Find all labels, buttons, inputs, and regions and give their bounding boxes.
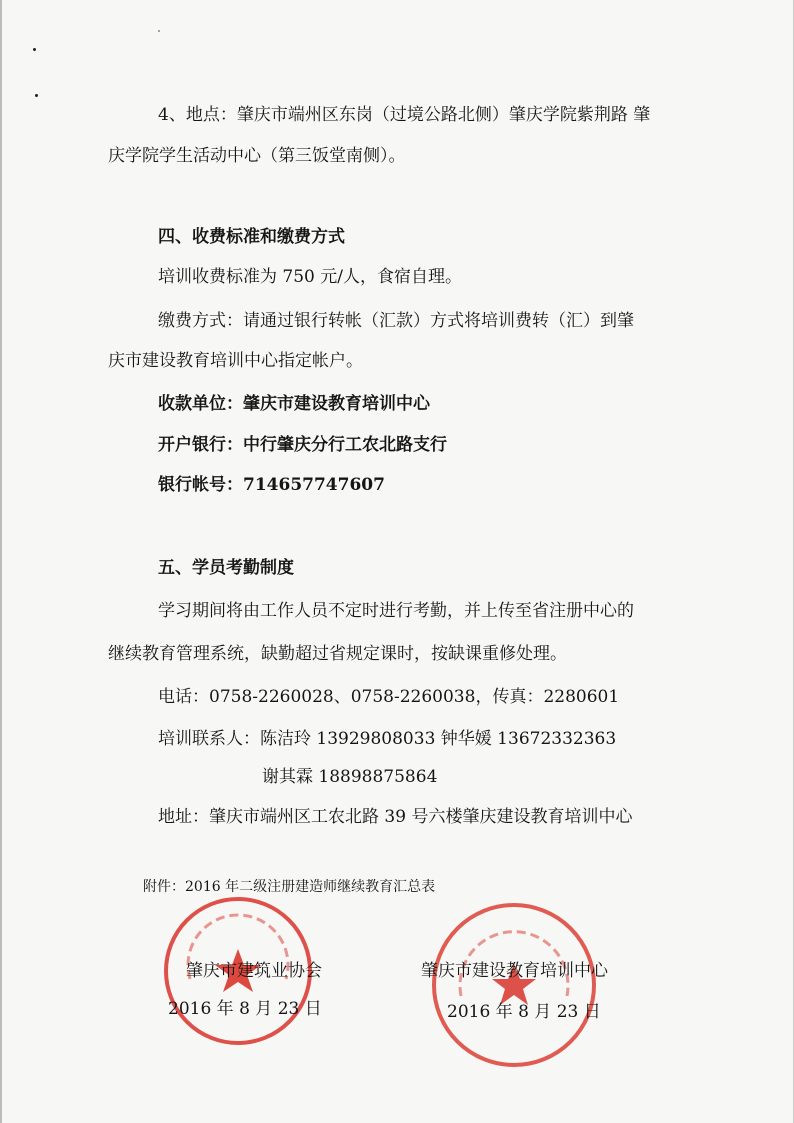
location-line: 4、地点：肇庆市端州区东岗（过境公路北侧）肇庆学院紫荆路 肇 [158, 105, 651, 125]
phone-fax: 电话：0758-2260028、0758-2260038，传真：2280601 [158, 687, 620, 707]
bank: 开户银行：中行肇庆分行工农北路支行 [158, 435, 447, 455]
scan-left-edge [0, 0, 2, 1123]
scan-speck [35, 94, 38, 97]
payee: 收款单位：肇庆市建设教育培训中心 [158, 394, 430, 414]
scan-speck [158, 30, 160, 32]
location-line-continued: 庆学院学生活动中心（第三饭堂南侧）。 [108, 146, 406, 166]
contacts-continued: 谢其霖 18898875864 [262, 767, 438, 787]
stamp-right [429, 900, 599, 1070]
address: 地址：肇庆市端州区工农北路 39 号六楼肇庆建设教育培训中心 [158, 807, 633, 827]
bank-account: 银行帐号：714657747607 [158, 475, 385, 495]
contacts: 培训联系人：陈洁玲 13929808033 钟华媛 13672332363 [158, 729, 617, 749]
attachment-note: 附件：2016 年二级注册建造师继续教育汇总表 [143, 879, 436, 895]
scan-speck [33, 48, 36, 51]
payment-method: 缴费方式：请通过银行转帐（汇款）方式将培训费转（汇）到肇 [158, 311, 634, 331]
signature-right-org: 肇庆市建设教育培训中心 [421, 961, 608, 981]
fee-standard: 培训收费标准为 750 元/人，食宿自理。 [158, 267, 462, 287]
signature-left-date: 2016 年 8 月 23 日 [168, 999, 322, 1019]
section-heading-attendance: 五、学员考勤制度 [158, 558, 294, 578]
attendance-rule-continued: 继续教育管理系统，缺勤超过省规定课时，按缺课重修处理。 [108, 644, 567, 664]
payment-method-continued: 庆市建设教育培训中心指定帐户。 [108, 351, 363, 371]
attendance-rule: 学习期间将由工作人员不定时进行考勤，并上传至省注册中心的 [158, 601, 634, 621]
section-heading-fees: 四、收费标准和缴费方式 [158, 227, 345, 247]
signature-right-date: 2016 年 8 月 23 日 [447, 1002, 601, 1022]
signature-left-org: 肇庆市建筑业协会 [186, 961, 322, 981]
